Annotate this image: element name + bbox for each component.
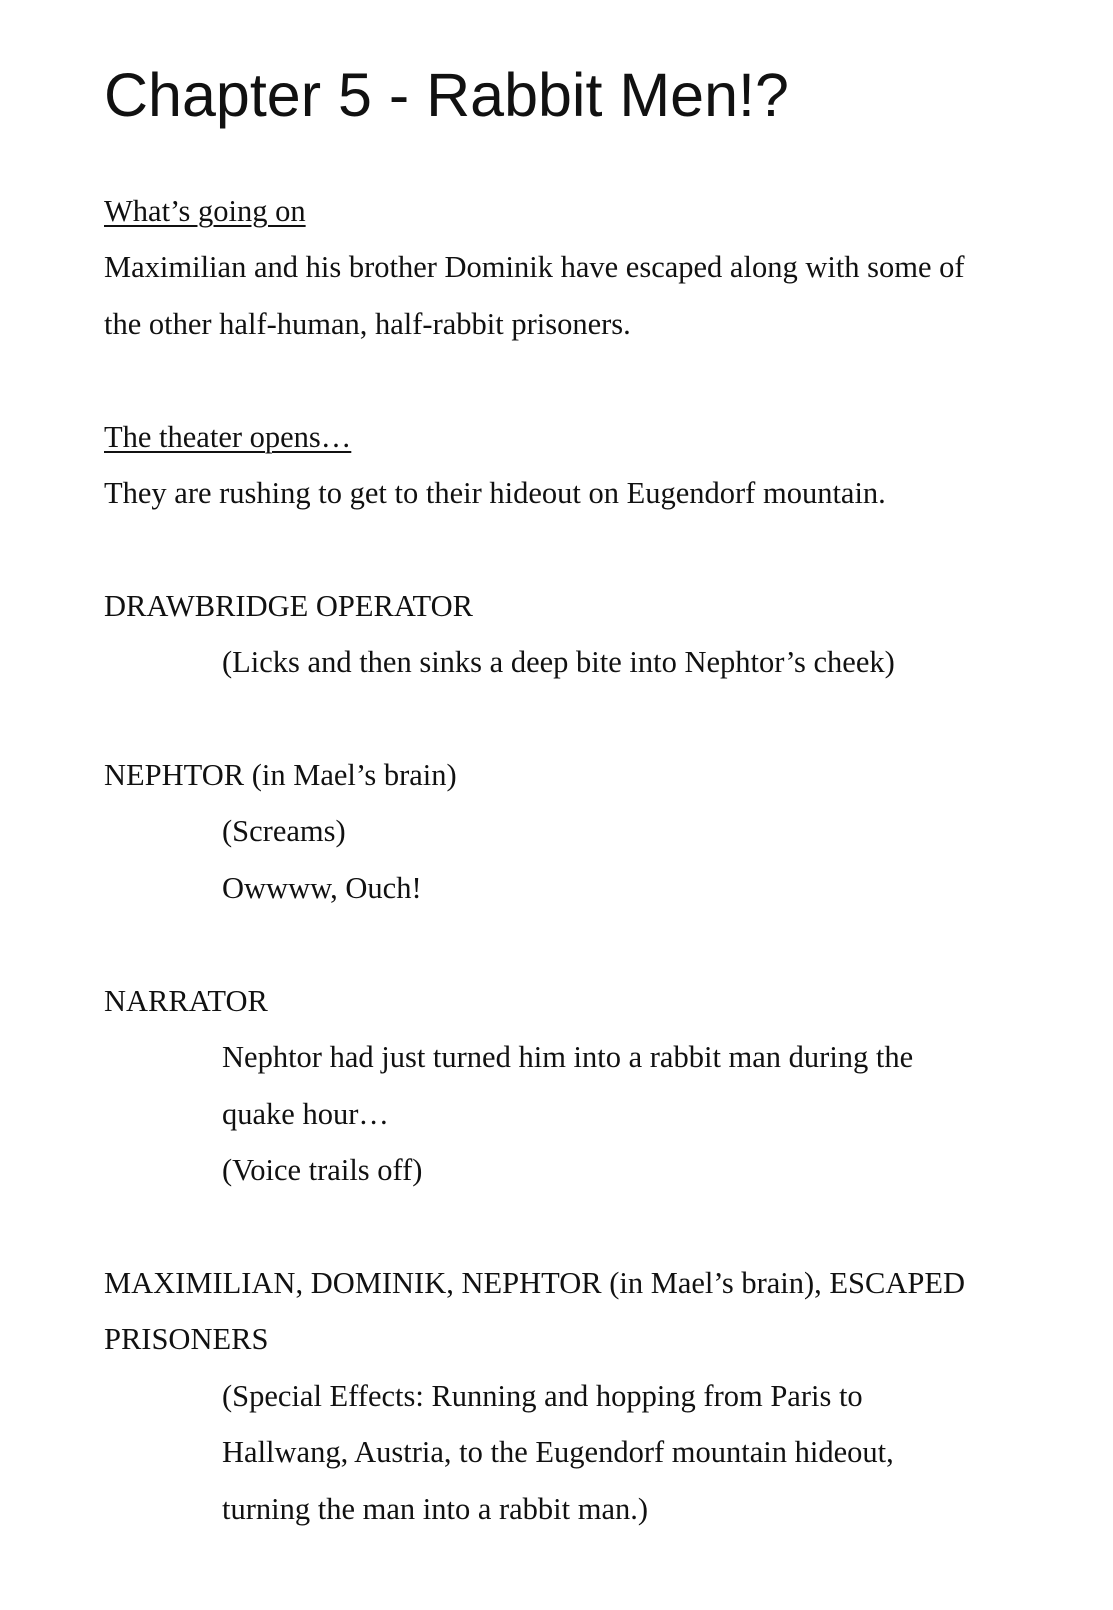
dialogue-line: Nephtor had just turned him into a rabbit man during the [222, 1040, 914, 1074]
character-name-narrator: NARRATOR [104, 984, 268, 1018]
stage-direction: turning the man into a rabbit man.) [222, 1492, 649, 1526]
stage-direction: (Voice trails off) [222, 1153, 423, 1187]
section-text-line: the other half-human, half-rabbit prisoners. [104, 307, 631, 341]
section-heading-theater-opens: The theater opens… [104, 420, 352, 454]
stage-direction: Hallwang, Austria, to the Eugendorf mountain hideout, [222, 1435, 894, 1469]
dialogue-line: quake hour… [222, 1097, 389, 1131]
chapter-title: Chapter 5 - Rabbit Men!? [104, 61, 789, 129]
section-heading-whats-going-on: What’s going on [104, 194, 306, 228]
stage-direction: (Licks and then sinks a deep bite into Nephtor’s cheek) [222, 645, 895, 679]
section-text-line: They are rushing to get to their hideout on Eugendorf mountain. [104, 476, 886, 510]
character-name-ensemble-continued: PRISONERS [104, 1322, 269, 1356]
character-name-drawbridge-operator: DRAWBRIDGE OPERATOR [104, 589, 473, 623]
stage-direction: (Special Effects: Running and hopping from Paris to [222, 1379, 863, 1413]
character-name-ensemble: MAXIMILIAN, DOMINIK, NEPHTOR (in Mael’s brain), ESCAPED [104, 1266, 965, 1300]
section-text-line: Maximilian and his brother Dominik have escaped along with some of [104, 250, 965, 284]
dialogue-line: Owwww, Ouch! [222, 871, 422, 905]
character-name-nephtor: NEPHTOR (in Mael’s brain) [104, 758, 457, 792]
stage-direction: (Screams) [222, 814, 346, 848]
